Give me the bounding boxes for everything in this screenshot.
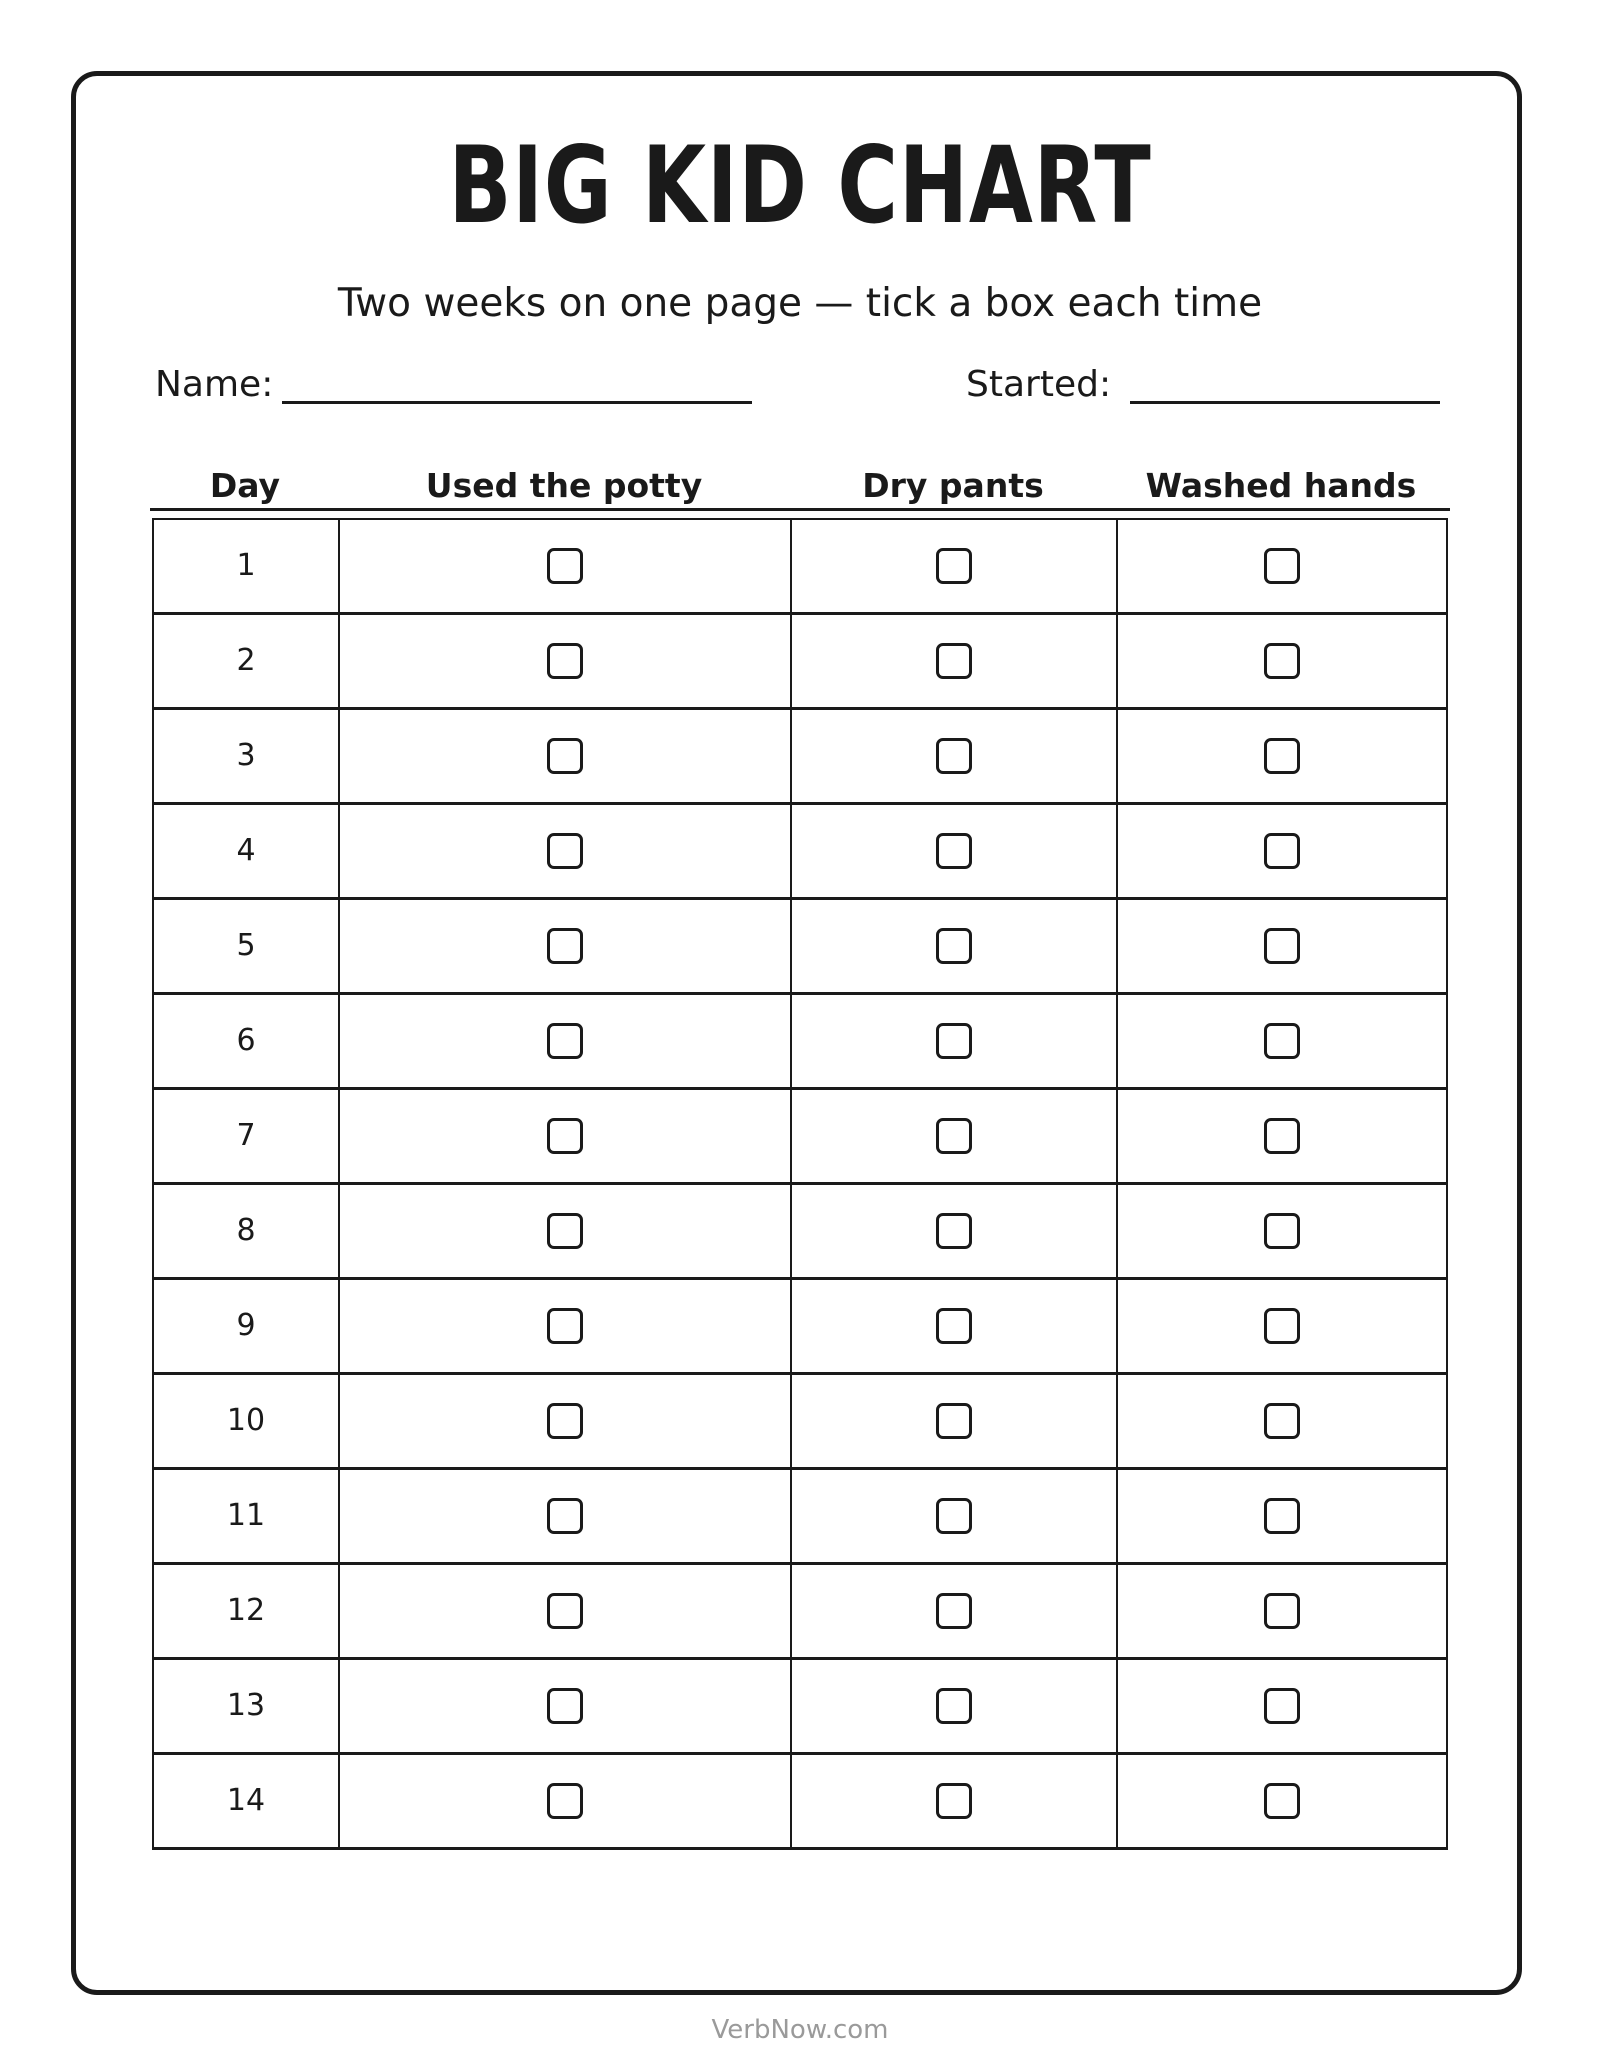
dry-pants-cell (791, 519, 1117, 614)
washed-hands-cell (1117, 1184, 1447, 1279)
day-number: 4 (236, 833, 256, 868)
tracking-table (152, 518, 1448, 1850)
day-number: 9 (236, 1308, 256, 1343)
washed-hands-checkbox[interactable] (1264, 1118, 1300, 1154)
name-label: Name: (155, 364, 274, 405)
used-potty-cell (339, 1279, 791, 1374)
day-number: 2 (236, 643, 256, 678)
table-row (153, 1089, 1447, 1184)
dry-pants-cell (791, 994, 1117, 1089)
dry-pants-cell (791, 1089, 1117, 1184)
day-number: 12 (226, 1593, 266, 1628)
dry-pants-checkbox[interactable] (936, 1498, 972, 1534)
dry-pants-checkbox[interactable] (936, 548, 972, 584)
dry-pants-cell (791, 1374, 1117, 1469)
column-header-day: Day (209, 466, 281, 505)
table-row (153, 709, 1447, 804)
table-row (153, 1754, 1447, 1849)
day-cell (153, 804, 339, 899)
washed-hands-cell (1117, 1279, 1447, 1374)
dry-pants-checkbox[interactable] (936, 1403, 972, 1439)
day-cell (153, 899, 339, 994)
day-number: 11 (226, 1498, 266, 1533)
table-row (153, 1374, 1447, 1469)
dry-pants-checkbox[interactable] (936, 1308, 972, 1344)
used-potty-cell (339, 614, 791, 709)
dry-pants-checkbox[interactable] (936, 1783, 972, 1819)
washed-hands-cell (1117, 1374, 1447, 1469)
washed-hands-cell (1117, 1089, 1447, 1184)
table-row (153, 1469, 1447, 1564)
dry-pants-checkbox[interactable] (936, 928, 972, 964)
day-number: 10 (226, 1403, 266, 1438)
day-cell (153, 994, 339, 1089)
washed-hands-checkbox[interactable] (1264, 1498, 1300, 1534)
started-label: Started: (966, 364, 1112, 405)
used-potty-checkbox[interactable] (547, 548, 583, 584)
table-row (153, 1279, 1447, 1374)
used-potty-cell (339, 1564, 791, 1659)
washed-hands-cell (1117, 709, 1447, 804)
washed-hands-cell (1117, 994, 1447, 1089)
used-potty-cell (339, 1659, 791, 1754)
day-number: 8 (236, 1213, 256, 1248)
washed-hands-checkbox[interactable] (1264, 928, 1300, 964)
used-potty-checkbox[interactable] (547, 1213, 583, 1249)
day-number: 3 (236, 738, 256, 773)
started-field[interactable] (1130, 401, 1440, 404)
day-cell (153, 1754, 339, 1849)
washed-hands-cell (1117, 1754, 1447, 1849)
day-cell (153, 1089, 339, 1184)
washed-hands-checkbox[interactable] (1264, 1023, 1300, 1059)
table-row (153, 804, 1447, 899)
washed-hands-cell (1117, 1564, 1447, 1659)
used-potty-cell (339, 1089, 791, 1184)
washed-hands-checkbox[interactable] (1264, 643, 1300, 679)
dry-pants-cell (791, 1754, 1117, 1849)
used-potty-checkbox[interactable] (547, 1023, 583, 1059)
day-number: 14 (226, 1783, 266, 1818)
dry-pants-checkbox[interactable] (936, 1688, 972, 1724)
table-row (153, 1564, 1447, 1659)
used-potty-checkbox[interactable] (547, 928, 583, 964)
dry-pants-checkbox[interactable] (936, 1593, 972, 1629)
dry-pants-checkbox[interactable] (936, 833, 972, 869)
used-potty-cell (339, 1374, 791, 1469)
used-potty-checkbox[interactable] (547, 738, 583, 774)
washed-hands-checkbox[interactable] (1264, 1783, 1300, 1819)
washed-hands-checkbox[interactable] (1264, 833, 1300, 869)
day-cell (153, 709, 339, 804)
washed-hands-checkbox[interactable] (1264, 1213, 1300, 1249)
dry-pants-cell (791, 1279, 1117, 1374)
column-header-dry-pants: Dry pants (862, 466, 1044, 505)
washed-hands-checkbox[interactable] (1264, 1688, 1300, 1724)
washed-hands-checkbox[interactable] (1264, 738, 1300, 774)
used-potty-cell (339, 899, 791, 994)
table-row (153, 519, 1447, 614)
table-row (153, 1659, 1447, 1754)
day-cell (153, 614, 339, 709)
dry-pants-cell (791, 899, 1117, 994)
dry-pants-checkbox[interactable] (936, 1213, 972, 1249)
day-number: 7 (236, 1118, 256, 1153)
dry-pants-cell (791, 1469, 1117, 1564)
day-number: 13 (226, 1688, 266, 1723)
table-row (153, 994, 1447, 1089)
used-potty-checkbox[interactable] (547, 1118, 583, 1154)
day-number: 6 (236, 1023, 256, 1058)
dry-pants-checkbox[interactable] (936, 643, 972, 679)
dry-pants-cell (791, 709, 1117, 804)
washed-hands-cell (1117, 519, 1447, 614)
dry-pants-cell (791, 1659, 1117, 1754)
used-potty-cell (339, 709, 791, 804)
washed-hands-cell (1117, 1469, 1447, 1564)
page-subtitle: Two weeks on one page — tick a box each time (337, 281, 1263, 326)
used-potty-cell (339, 519, 791, 614)
column-header-used-potty: Used the potty (425, 466, 703, 505)
washed-hands-cell (1117, 614, 1447, 709)
washed-hands-cell (1117, 899, 1447, 994)
header-divider (150, 508, 1450, 511)
footer-credit: VerbNow.com (711, 2015, 889, 2045)
used-potty-cell (339, 804, 791, 899)
used-potty-checkbox[interactable] (547, 1308, 583, 1344)
column-header-washed-hands: Washed hands (1145, 466, 1417, 505)
used-potty-cell (339, 1469, 791, 1564)
used-potty-cell (339, 1184, 791, 1279)
name-field[interactable] (282, 401, 752, 404)
table-row (153, 1184, 1447, 1279)
day-cell (153, 519, 339, 614)
table-row (153, 614, 1447, 709)
day-cell (153, 1564, 339, 1659)
day-cell (153, 1659, 339, 1754)
dry-pants-checkbox[interactable] (936, 1023, 972, 1059)
used-potty-checkbox[interactable] (547, 833, 583, 869)
used-potty-checkbox[interactable] (547, 1688, 583, 1724)
table-row (153, 899, 1447, 994)
used-potty-cell (339, 1754, 791, 1849)
page-title: BIG KID CHART (448, 124, 1152, 247)
washed-hands-checkbox[interactable] (1264, 1593, 1300, 1629)
day-cell (153, 1374, 339, 1469)
washed-hands-checkbox[interactable] (1264, 1308, 1300, 1344)
used-potty-checkbox[interactable] (547, 643, 583, 679)
washed-hands-cell (1117, 804, 1447, 899)
dry-pants-checkbox[interactable] (936, 738, 972, 774)
washed-hands-checkbox[interactable] (1264, 548, 1300, 584)
used-potty-checkbox[interactable] (547, 1403, 583, 1439)
used-potty-checkbox[interactable] (547, 1783, 583, 1819)
washed-hands-checkbox[interactable] (1264, 1403, 1300, 1439)
used-potty-checkbox[interactable] (547, 1498, 583, 1534)
used-potty-cell (339, 994, 791, 1089)
dry-pants-cell (791, 1184, 1117, 1279)
day-cell (153, 1469, 339, 1564)
day-cell (153, 1184, 339, 1279)
dry-pants-checkbox[interactable] (936, 1118, 972, 1154)
dry-pants-cell (791, 1564, 1117, 1659)
used-potty-checkbox[interactable] (547, 1593, 583, 1629)
washed-hands-cell (1117, 1659, 1447, 1754)
day-cell (153, 1279, 339, 1374)
dry-pants-cell (791, 804, 1117, 899)
day-number: 5 (236, 928, 256, 963)
day-number: 1 (236, 548, 256, 583)
dry-pants-cell (791, 614, 1117, 709)
